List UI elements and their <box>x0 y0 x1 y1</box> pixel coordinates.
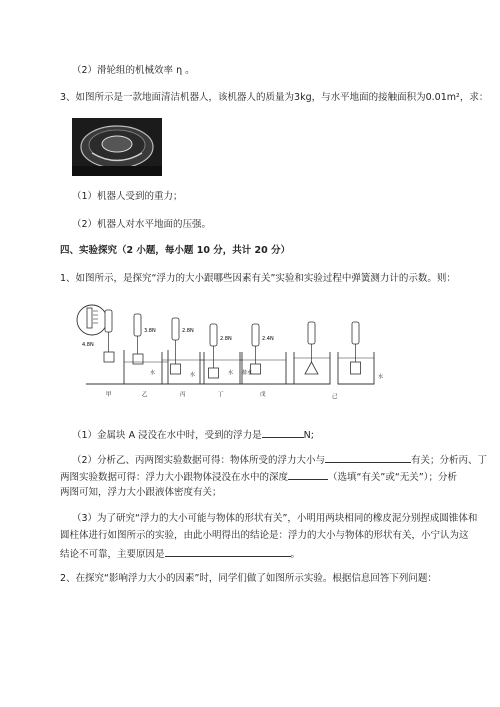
exp1-q3-line3 <box>60 546 300 561</box>
liquid-wu: 盐水 <box>242 370 253 376</box>
reading-ding: 2.8N <box>220 336 232 342</box>
problem3-part1: （1）机器人受到的重力； <box>72 191 183 202</box>
exp1-q3-line1: （3）为了研究“浮力的大小可能与物体的形状有关”，小明用两块相同的橡皮泥分别捏成圆锥体和 <box>72 513 478 524</box>
setup-jia <box>77 305 114 362</box>
liquid-ding: 水 <box>228 370 234 376</box>
setup-ji <box>294 322 374 384</box>
caption-yi: 乙 <box>142 392 148 398</box>
liquid-yi: 水 <box>150 370 156 376</box>
problem3-stem: 3、如图所示是一款地面清洁机器人，该机器人的质量为3kg，与水平地面的接触面积为0.01m²，求： <box>60 92 489 103</box>
caption-ji: 己 <box>332 394 338 400</box>
reading-wu: 2.4N <box>262 336 274 342</box>
exp1-q2-text-1: （2）分析乙、丙两图实验数据可得：物体所受的浮力大小与 <box>72 455 326 466</box>
answer-blank-2[interactable] <box>325 452 411 463</box>
exp1-q2-line3: 两图可知，浮力大小跟液体密度有关； <box>60 487 222 498</box>
caption-wu: 戊 <box>260 392 266 398</box>
reading-jia: 4.8N <box>82 342 94 348</box>
caption-jia: 甲 <box>106 392 112 398</box>
liquid-bing: 水 <box>190 372 196 378</box>
caption-bing: 丙 <box>180 392 186 398</box>
problem2-part2: （2）滑轮组的机械效率 η 。 <box>72 65 195 76</box>
answer-blank-4[interactable] <box>165 546 291 557</box>
exp1-stem: 1、如图所示，是探究“浮力的大小跟哪些因素有关”实验和实验过程中弹簧测力计的示数。则： <box>60 273 456 284</box>
caption-ding: 丁 <box>218 392 224 398</box>
robot-photo <box>72 118 162 176</box>
reading-bing: 2.8N <box>182 328 194 334</box>
exp2-stem: 2、在探究“影响浮力大小的因素”时，同学们做了如图所示实验。根据信息回答下列问题： <box>60 573 437 584</box>
exp1-q2-line2 <box>60 469 457 484</box>
exp1-q2-text-2: 有关；分析丙、丁 <box>411 455 488 466</box>
exp1-q3-end: 。 <box>290 549 301 560</box>
setup-yi <box>124 314 168 384</box>
setup-ding <box>200 324 242 384</box>
liquid-ji: 水 <box>378 374 384 380</box>
exp1-q1-unit: N; <box>303 430 314 441</box>
answer-blank-3[interactable] <box>288 469 328 480</box>
section4-heading: 四、实验探究（2 小题，每小题 10 分，共计 20 分） <box>60 245 291 256</box>
exp1-q2-line1 <box>72 452 487 467</box>
exp1-q1 <box>72 427 314 442</box>
reading-yi: 3.8N <box>144 328 156 334</box>
exp1-q2-text-4: （选填“有关”或“无关”）；分析 <box>328 472 457 483</box>
problem3-part2: （2）机器人对水平地面的压强。 <box>72 219 212 230</box>
exp1-q3-text: 结论不可靠，主要原因是 <box>60 549 165 560</box>
answer-blank-1[interactable] <box>262 427 304 438</box>
exp1-q1-text: （1）金属块 A 浸没在水中时，受到的浮力是 <box>72 430 262 441</box>
exp1-q3-line2: 圆柱体进行如图所示的实验，由此小明得出的结论是：浮力的大小与物体的形状有关，小宁认为这 <box>60 530 469 541</box>
exp1-q2-text-3: 两图实验数据可得：浮力大小跟物体浸没在水中的深度 <box>60 472 289 483</box>
buoyancy-experiment-figure <box>72 302 432 400</box>
